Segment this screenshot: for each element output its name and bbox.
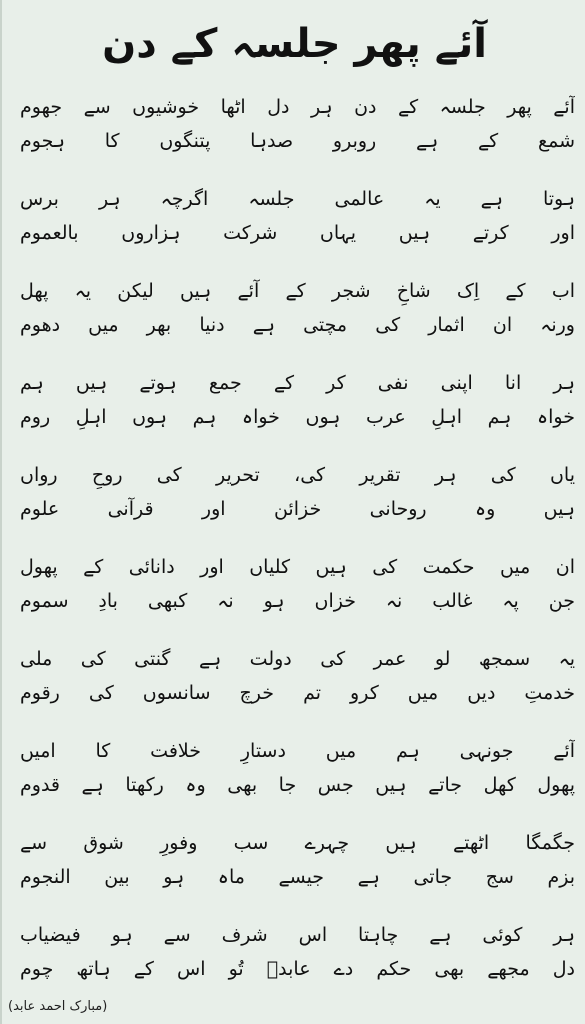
stanza <box>20 734 575 826</box>
stanza <box>20 826 575 918</box>
poem-body <box>20 90 575 1010</box>
stanza <box>20 90 575 182</box>
verse-line: یاں کی ہر تقریر کی، تحریر کی روحِ رواں <box>20 464 575 486</box>
verse-line: آئے جونہی ہم میں دستارِ خلافت کا امیں <box>20 740 575 762</box>
verse-line: خدمتِ دیں میں کرو تم خرچ سانسوں کی رقوم <box>20 682 575 704</box>
verse-line: اور کرتے ہیں یہاں شرکت ہزاروں بالعموم <box>20 222 575 244</box>
author-credit: (مبارک احمد عابد) <box>8 999 108 1014</box>
verse-line: یہ سمجھ لو عمر کی دولت ہے گنتی کی ملی <box>20 648 575 670</box>
verse-line: ہر انا اپنی نفی کر کے جمع ہوتے ہیں ہم <box>20 372 575 394</box>
poem-title: آئے پھر جلسہ کے دن <box>102 21 487 67</box>
verse-line: ورنہ ان اثمار کی مچتی ہے دنیا بھر میں دھوم <box>20 314 575 336</box>
verse-line: خواہ ہم اہلِ عرب ہوں خواہ ہم ہوں اہلِ روم <box>20 406 575 428</box>
stanza <box>20 458 575 550</box>
verse-line: ہیں وہ روحانی خزائن اور قرآنی علوم <box>20 498 575 520</box>
verse-line: ان میں حکمت کی ہیں کلیاں اور دانائی کے پھول <box>20 556 575 578</box>
stanza <box>20 182 575 274</box>
verse-line: اب کے اِک شاخِ شجر کے آئے ہیں لیکن یہ پھل <box>20 280 575 302</box>
stanza <box>20 366 575 458</box>
verse-line: ہوتا ہے یہ عالمی جلسہ اگرچہ ہر برس <box>20 188 575 210</box>
verse-line: شمع کے ہے روبرو صدہا پتنگوں کا ہجوم <box>20 130 575 152</box>
verse-line: جگمگا اٹھتے ہیں چہرے سب وفورِ شوق سے <box>20 832 575 854</box>
verse-line: دل مجھے بھی حکم دے عابدؔ تُو اس کے ہاتھ چوم <box>20 958 575 980</box>
stanza <box>20 918 575 1010</box>
stanza <box>20 274 575 366</box>
verse-line: جن پہ غالب نہ خزاں ہو نہ کبھی بادِ سموم <box>20 590 575 612</box>
verse-line: ہر کوئی ہے چاہتا اس شرف سے ہو فیضیاب <box>20 924 575 946</box>
verse-line: آئے پھر جلسہ کے دن ہر دل اٹھا خوشیوں سے جھوم <box>20 96 575 118</box>
verse-line: پھول کھل جاتے ہیں جس جا بھی وہ رکھتا ہے قدوم <box>20 774 575 796</box>
stanza <box>20 642 575 734</box>
stanza <box>20 550 575 642</box>
verse-line: بزم سج جاتی ہے جیسے ماہ ہو بین النجوم <box>20 866 575 888</box>
